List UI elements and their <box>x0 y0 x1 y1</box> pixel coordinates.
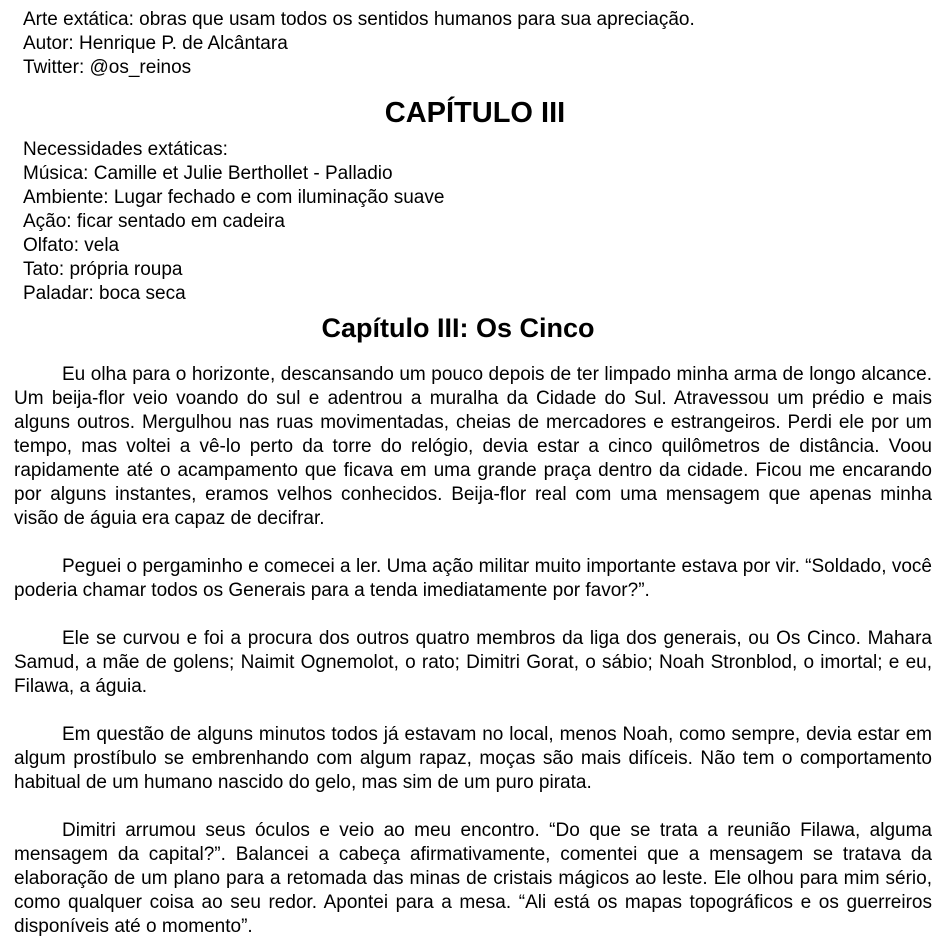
needs-smell: Olfato: vela <box>23 235 120 256</box>
paragraph: Dimitri arrumou seus óculos e veio ao meu encontro. “Do que se trata a reunião Filawa, alguma mensagem da capital?”. Balancei a cabeça afirmativamente, comentei que a mensagem se tratava da elaboração de um plano para a retomada das minas de cristais mágicos ao leste. Ele olhou para mim sério, como qualquer coisa ao seu redor. Apontei para a mesa. “Ali está os mapas topográficos e os guerreiros disponíveis até o momento”. <box>14 820 932 937</box>
chapter-subtitle: Capítulo III: Os Cinco <box>321 313 595 343</box>
needs-title: Necessidades extáticas: <box>23 139 228 160</box>
needs-environment: Ambiente: Lugar fechado e com iluminação suave <box>23 187 445 208</box>
meta-author: Autor: Henrique P. de Alcântara <box>23 33 288 54</box>
needs-taste: Paladar: boca seca <box>23 283 186 304</box>
chapter-body <box>14 363 932 940</box>
header-meta <box>23 8 695 80</box>
paragraph: Eu olha para o horizonte, descansando um pouco depois de ter limpado minha arma de longo alcance. Um beija-flor veio voando do sul e adentrou a muralha da Cidade do Sul. Atravessou um prédio e mais alguns outros. Mergulhou nas ruas movimentadas, cheias de mercadores e estrangeiros. Perdi ele por um tempo, mas voltei a vê-lo perto da torre do relógio, devia estar a cinco quilômetros de distância. Voou rapidamente até o acampamento que ficava em uma grande praça dentro da cidade. Ficou me encarando por alguns instantes, eramos velhos conhecidos. Beija-flor real com uma mensagem que apenas minha visão de águia era capaz de decifrar. <box>14 364 932 529</box>
paragraph: Peguei o pergaminho e comecei a ler. Uma ação militar muito importante estava por vir. “Soldado, você poderia chamar todos os Generais para a tenda imediatamente por favor?”. <box>14 556 932 601</box>
chapter-heading: CAPÍTULO III <box>384 97 566 129</box>
meta-description: Arte extática: obras que usam todos os sentidos humanos para sua apreciação. <box>23 9 695 30</box>
needs-touch: Tato: própria roupa <box>23 259 183 280</box>
needs-list <box>23 138 444 306</box>
needs-action: Ação: ficar sentado em cadeira <box>23 211 285 232</box>
paragraph: Ele se curvou e foi a procura dos outros quatro membros da liga dos generais, ou Os Cinco. Mahara Samud, a mãe de golens; Naimit Ognemolot, o rato; Dimitri Gorat, o sábio; Noah Stronblod, o imortal; e eu, Filawa, a águia. <box>14 628 932 697</box>
needs-music: Música: Camille et Julie Berthollet - Palladio <box>23 163 393 184</box>
paragraph: Em questão de alguns minutos todos já estavam no local, menos Noah, como sempre, devia estar em algum prostíbulo se embrenhando com algum rapaz, moças são mais difíceis. Não tem o comportamento habitual de um humano nascido do gelo, mas sim de um puro pirata. <box>14 724 932 793</box>
meta-twitter: Twitter: @os_reinos <box>23 57 192 78</box>
